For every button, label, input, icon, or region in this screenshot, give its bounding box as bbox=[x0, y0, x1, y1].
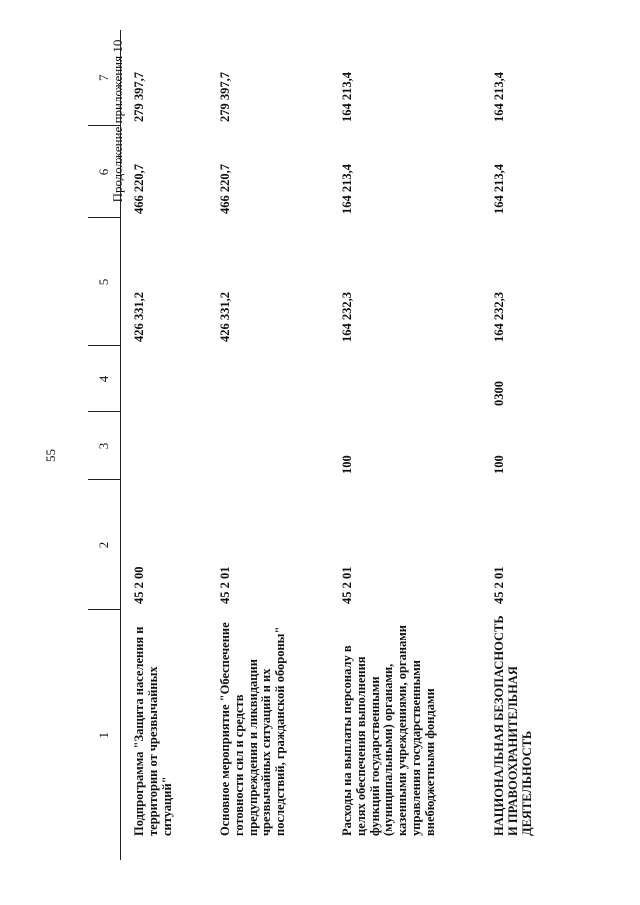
table-row bbox=[121, 30, 208, 860]
row-name: Основное мероприятие "Обеспечение готовности сил и средств предупреждения и ликвидации чрезвычайных ситуаций и их последствий, гражданской обороны" bbox=[218, 622, 288, 836]
row-expense-type: 100 bbox=[340, 455, 354, 474]
row-value-6: 466 220,7 bbox=[132, 164, 146, 214]
header-col-1: 1 bbox=[88, 610, 121, 860]
row-target-code: 45 2 01 bbox=[492, 566, 506, 604]
continuation-note: Продолжение приложения 10 bbox=[110, 39, 125, 203]
row-name: Подпрограмма "Защита населения и территории от чрезвычайных ситуаций" bbox=[132, 626, 174, 836]
header-row bbox=[88, 30, 121, 860]
row-section: 0300 bbox=[492, 381, 506, 406]
row-target-code: 45 2 01 bbox=[340, 566, 354, 604]
row-expense-type bbox=[121, 412, 208, 480]
row-expense-type bbox=[207, 412, 329, 480]
row-value-6: 466 220,7 bbox=[218, 164, 232, 214]
header-col-5: 5 bbox=[88, 218, 121, 346]
header-col-2: 2 bbox=[88, 480, 121, 610]
row-value-5: 426 331,2 bbox=[218, 292, 232, 342]
page-number: 55 bbox=[43, 449, 58, 462]
header-col-4: 4 bbox=[88, 346, 121, 412]
row-name: НАЦИОНАЛЬНАЯ БЕЗОПАСНОСТЬ И ПРАВООХРАНИТЕЛЬНАЯ ДЕЯТЕЛЬНОСТЬ bbox=[492, 615, 534, 836]
row-section bbox=[207, 346, 329, 412]
header-col-3: 3 bbox=[88, 412, 121, 480]
row-expense-type: 100 bbox=[492, 455, 506, 474]
row-value-7: 164 213,4 bbox=[492, 72, 506, 122]
row-target-code: 45 2 00 bbox=[132, 566, 146, 604]
header-col-7: 7 bbox=[88, 30, 121, 126]
row-value-5: 426 331,2 bbox=[132, 292, 146, 342]
header-col-6: 6 bbox=[88, 126, 121, 218]
row-target-code: 45 2 01 bbox=[218, 566, 232, 604]
row-section bbox=[329, 346, 481, 412]
row-value-6: 164 213,4 bbox=[340, 164, 354, 214]
row-value-7: 279 397,7 bbox=[132, 72, 146, 122]
table-row bbox=[481, 30, 587, 860]
row-name: Расходы на выплаты персоналу в целях обеспечения выполнения функций государственными (муниципальными) органами, казенными учреждениями, органами управления государственными внебюджетными фондами bbox=[340, 624, 437, 836]
row-value-7: 164 213,4 bbox=[340, 72, 354, 122]
row-value-7: 279 397,7 bbox=[218, 72, 232, 122]
row-section bbox=[121, 346, 208, 412]
table-row bbox=[207, 30, 329, 860]
row-value-6: 164 213,4 bbox=[492, 164, 506, 214]
row-value-5: 164 232,3 bbox=[340, 292, 354, 342]
budget-table bbox=[88, 30, 638, 860]
table-row bbox=[329, 30, 481, 860]
row-value-5: 164 232,3 bbox=[492, 292, 506, 342]
